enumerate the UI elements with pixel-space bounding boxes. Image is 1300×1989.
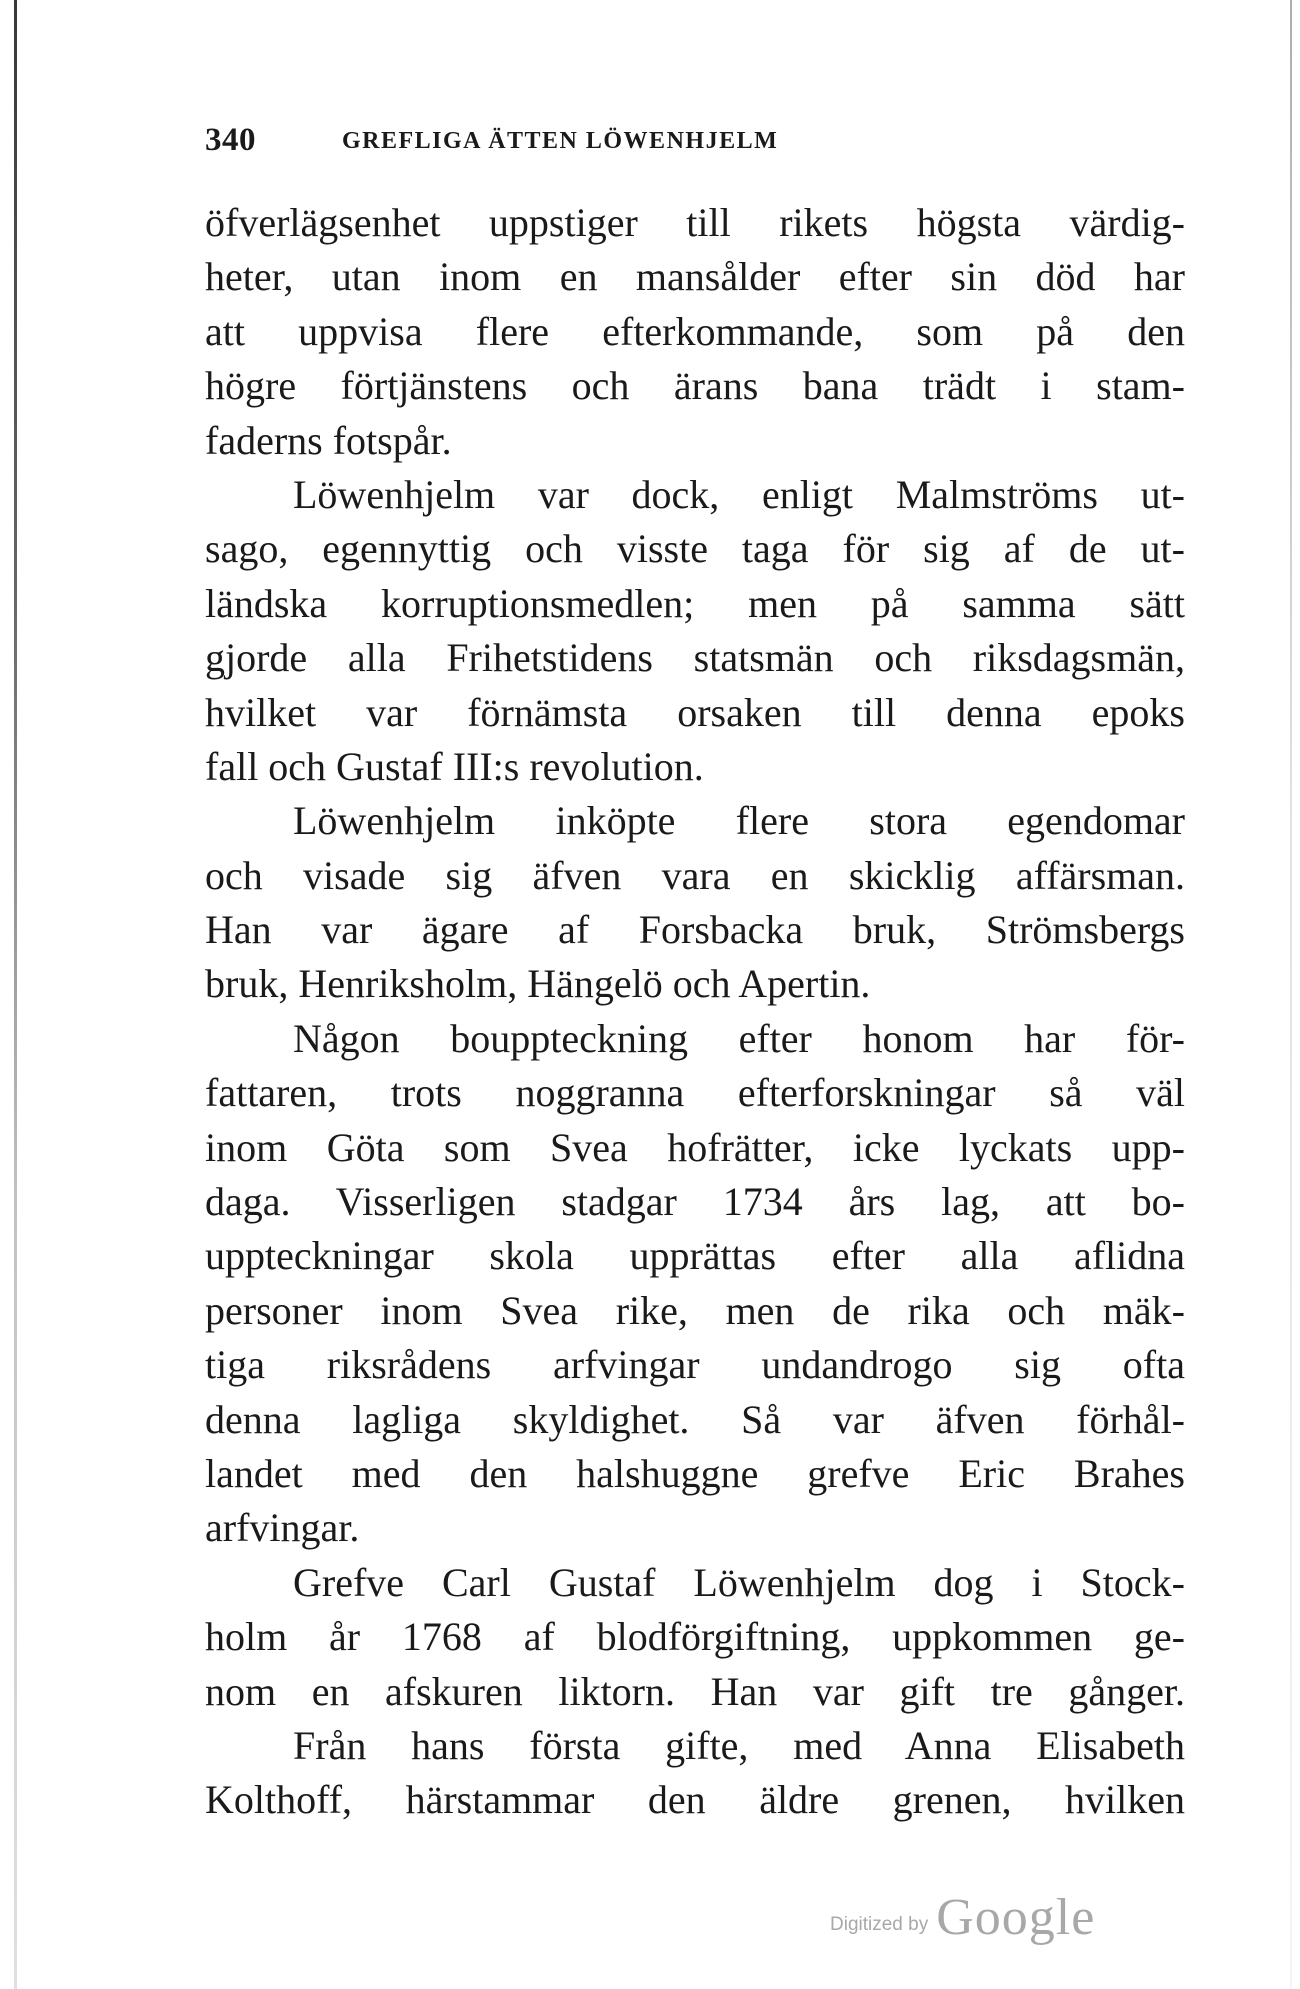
text-line: fall och Gustaf III:s revolution. [205, 743, 704, 789]
text-line: personer inom Svea rike, men de rika och mäk- [205, 1287, 1185, 1333]
body-text [205, 196, 1185, 1828]
watermark-brand: Google [936, 1889, 1096, 1946]
text-line: Löwenhjelm inköpte flere stora egendomar [293, 798, 1185, 844]
text-line: Löwenhjelm var dock, enligt Malmströms ut- [293, 471, 1185, 517]
text-line: gjorde alla Frihetstidens statsmän och riksdagsmän, [205, 635, 1185, 681]
text-line: Kolthoff, härstammar den äldre grenen, hvilken [205, 1777, 1185, 1823]
text-line: Grefve Carl Gustaf Löwenhjelm dog i Stock- [293, 1559, 1185, 1605]
text-line: Han var ägare af Forsbacka bruk, Strömsbergs [205, 907, 1185, 953]
text-line: holm år 1768 af blodförgiftning, uppkommen ge- [205, 1614, 1185, 1660]
text-line: och visade sig äfven vara en skicklig affärsman. [205, 852, 1185, 898]
digitized-by-google-watermark [830, 1888, 1095, 1947]
text-line: uppteckningar skola upprättas efter alla aflidna [205, 1233, 1185, 1279]
text-line: sago, egennyttig och visste taga för sig af de ut- [205, 526, 1185, 572]
text-line: nom en afskuren liktorn. Han var gift tre gånger. [205, 1668, 1185, 1714]
text-line: heter, utan inom en mansålder efter sin död har [205, 254, 1185, 300]
text-line: Från hans första gifte, med Anna Elisabeth [293, 1722, 1185, 1768]
scan-edge-left [14, 0, 17, 1989]
text-line: tiga riksrådens arfvingar undandrogo sig ofta [205, 1342, 1185, 1388]
text-line: landet med den halshuggne grefve Eric Brahes [205, 1450, 1185, 1496]
text-line: arfvingar. [205, 1505, 360, 1551]
text-line: faderns fotspår. [205, 417, 452, 463]
page-number: 340 [205, 122, 256, 158]
text-line: bruk, Henriksholm, Hängelö och Apertin. [205, 961, 871, 1007]
text-line: hvilket var förnämsta orsaken till denna epoks [205, 689, 1185, 735]
page-header [205, 122, 1185, 162]
text-line: att uppvisa flere efterkommande, som på den [205, 308, 1185, 354]
text-line: inom Göta som Svea hofrätter, icke lyckats upp- [205, 1124, 1185, 1170]
scan-edge-right [1290, 0, 1292, 1989]
text-line: daga. Visserligen stadgar 1734 års lag, att bo- [205, 1179, 1185, 1225]
text-line: fattaren, trots noggranna efterforskningar så väl [205, 1070, 1185, 1116]
text-line: Någon bouppteckning efter honom har för- [293, 1015, 1185, 1061]
text-line: öfverlägsenhet uppstiger till rikets högsta värdig- [205, 200, 1185, 245]
running-head: GREFLIGA ÄTTEN LÖWENHJELM [342, 128, 779, 154]
watermark-prefix: Digitized by [830, 1914, 929, 1935]
text-line: denna lagliga skyldighet. Så var äfven förhål- [205, 1396, 1185, 1442]
text-line: ländska korruptionsmedlen; men på samma sätt [205, 580, 1185, 626]
text-line: högre förtjänstens och ärans bana trädt i stam- [205, 363, 1185, 409]
